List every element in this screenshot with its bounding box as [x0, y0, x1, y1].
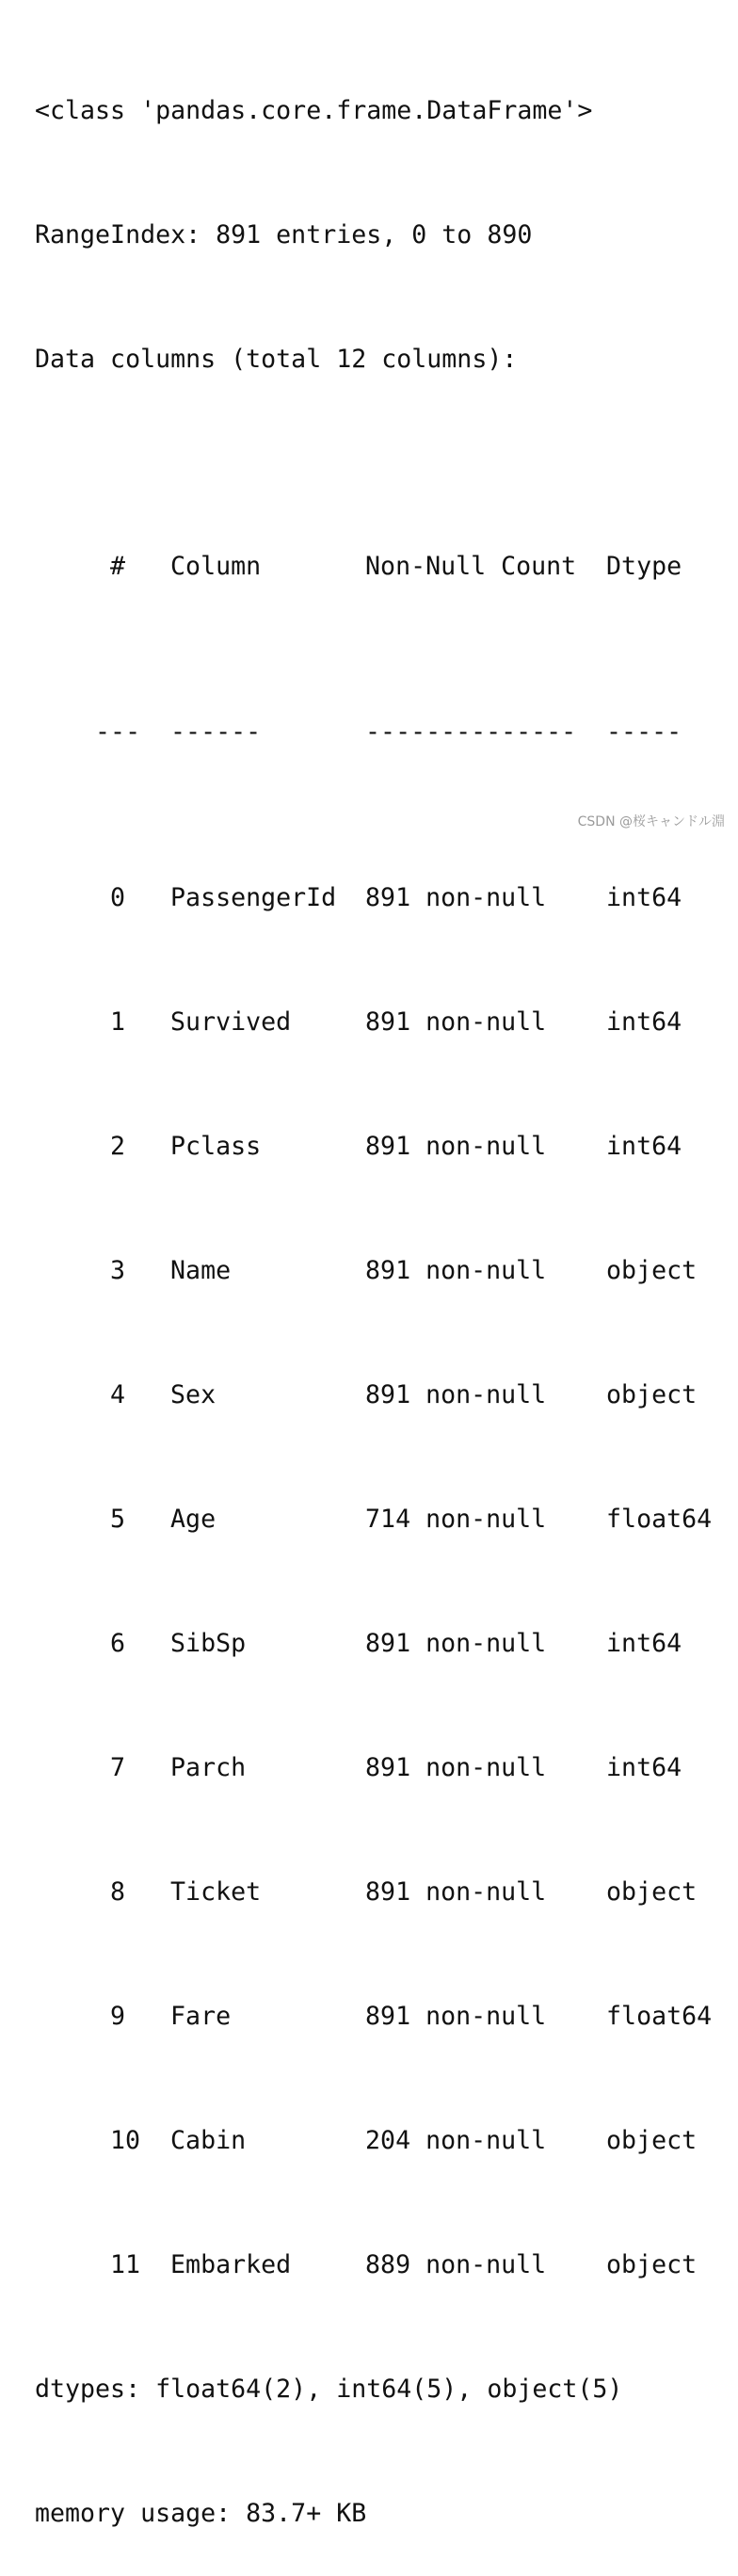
- table-row: [35, 1955, 713, 2031]
- separator-count: --------------: [365, 717, 577, 747]
- row-dtype: int64: [606, 883, 682, 912]
- table-row: [35, 1085, 712, 1161]
- table-row: [35, 836, 712, 912]
- row-dtype: object: [606, 2250, 698, 2279]
- dataframe-info-output: [35, 8, 712, 2576]
- row-column: PassengerId: [170, 883, 337, 912]
- table-row: [35, 1209, 712, 1285]
- row-column: Embarked: [170, 2250, 292, 2279]
- header-num: #: [110, 552, 126, 581]
- row-column: Survived: [170, 1007, 292, 1037]
- row-dtype: float64: [606, 1505, 713, 1534]
- range-index-line: RangeIndex: 891 entries, 0 to 890: [35, 220, 533, 250]
- row-dtype: int64: [606, 1629, 682, 1658]
- table-row: [35, 1706, 712, 1782]
- table-row: [35, 1457, 713, 1534]
- row-column: Age: [170, 1505, 217, 1534]
- row-column: Name: [170, 1256, 232, 1285]
- row-num: 7: [110, 1753, 126, 1782]
- separator-num: ---: [95, 717, 141, 747]
- separator-dtype: -----: [606, 717, 682, 747]
- row-dtype: int64: [606, 1753, 682, 1782]
- table-row: [35, 1582, 712, 1658]
- memory-usage-line: memory usage: 83.7+ KB: [35, 2499, 367, 2528]
- row-num: 11: [110, 2250, 141, 2279]
- row-dtype: int64: [606, 1007, 682, 1037]
- row-dtype: object: [606, 1380, 698, 1409]
- table-row: [35, 1333, 712, 1409]
- row-dtype: int64: [606, 1132, 682, 1161]
- dtypes-summary-line: dtypes: float64(2), int64(5), object(5): [35, 2375, 623, 2404]
- table-row: [35, 2079, 712, 2155]
- row-column: Parch: [170, 1753, 247, 1782]
- data-columns-line: Data columns (total 12 columns):: [35, 345, 518, 374]
- header-column: Column: [170, 552, 262, 581]
- class-line: <class 'pandas.core.frame.DataFrame'>: [35, 96, 593, 125]
- header-count: Non-Null Count: [365, 552, 577, 581]
- table-separator-row: [35, 670, 712, 747]
- row-count: 891 non-null: [365, 1256, 547, 1285]
- table-row: [35, 960, 712, 1037]
- row-num: 4: [110, 1380, 126, 1409]
- row-dtype: object: [606, 1256, 698, 1285]
- row-count: 891 non-null: [365, 883, 547, 912]
- row-column: Sex: [170, 1380, 217, 1409]
- row-num: 0: [110, 883, 126, 912]
- row-num: 9: [110, 2002, 126, 2031]
- row-dtype: object: [606, 1877, 698, 1907]
- row-num: 5: [110, 1505, 126, 1534]
- row-count: 891 non-null: [365, 1877, 547, 1907]
- table-row: [35, 2203, 712, 2279]
- row-num: 10: [110, 2126, 141, 2155]
- row-column: Ticket: [170, 1877, 262, 1907]
- row-count: 891 non-null: [365, 2002, 547, 2031]
- watermark-text: CSDN @桜キャンドル淵: [577, 814, 725, 829]
- row-count: 891 non-null: [365, 1132, 547, 1161]
- row-column: Cabin: [170, 2126, 247, 2155]
- header-dtype: Dtype: [606, 552, 682, 581]
- table-header-row: [35, 505, 712, 581]
- row-num: 2: [110, 1132, 126, 1161]
- row-column: Pclass: [170, 1132, 262, 1161]
- row-dtype: float64: [606, 2002, 713, 2031]
- row-count: 891 non-null: [365, 1007, 547, 1037]
- row-dtype: object: [606, 2126, 698, 2155]
- row-num: 3: [110, 1256, 126, 1285]
- row-count: 891 non-null: [365, 1629, 547, 1658]
- row-count: 891 non-null: [365, 1380, 547, 1409]
- separator-column: ------: [170, 717, 262, 747]
- row-num: 1: [110, 1007, 126, 1037]
- row-count: 891 non-null: [365, 1753, 547, 1782]
- row-count: 204 non-null: [365, 2126, 547, 2155]
- row-num: 8: [110, 1877, 126, 1907]
- row-column: Fare: [170, 2002, 232, 2031]
- row-count: 714 non-null: [365, 1505, 547, 1534]
- table-row: [35, 1830, 712, 1907]
- row-count: 889 non-null: [365, 2250, 547, 2279]
- row-num: 6: [110, 1629, 126, 1658]
- row-column: SibSp: [170, 1629, 247, 1658]
